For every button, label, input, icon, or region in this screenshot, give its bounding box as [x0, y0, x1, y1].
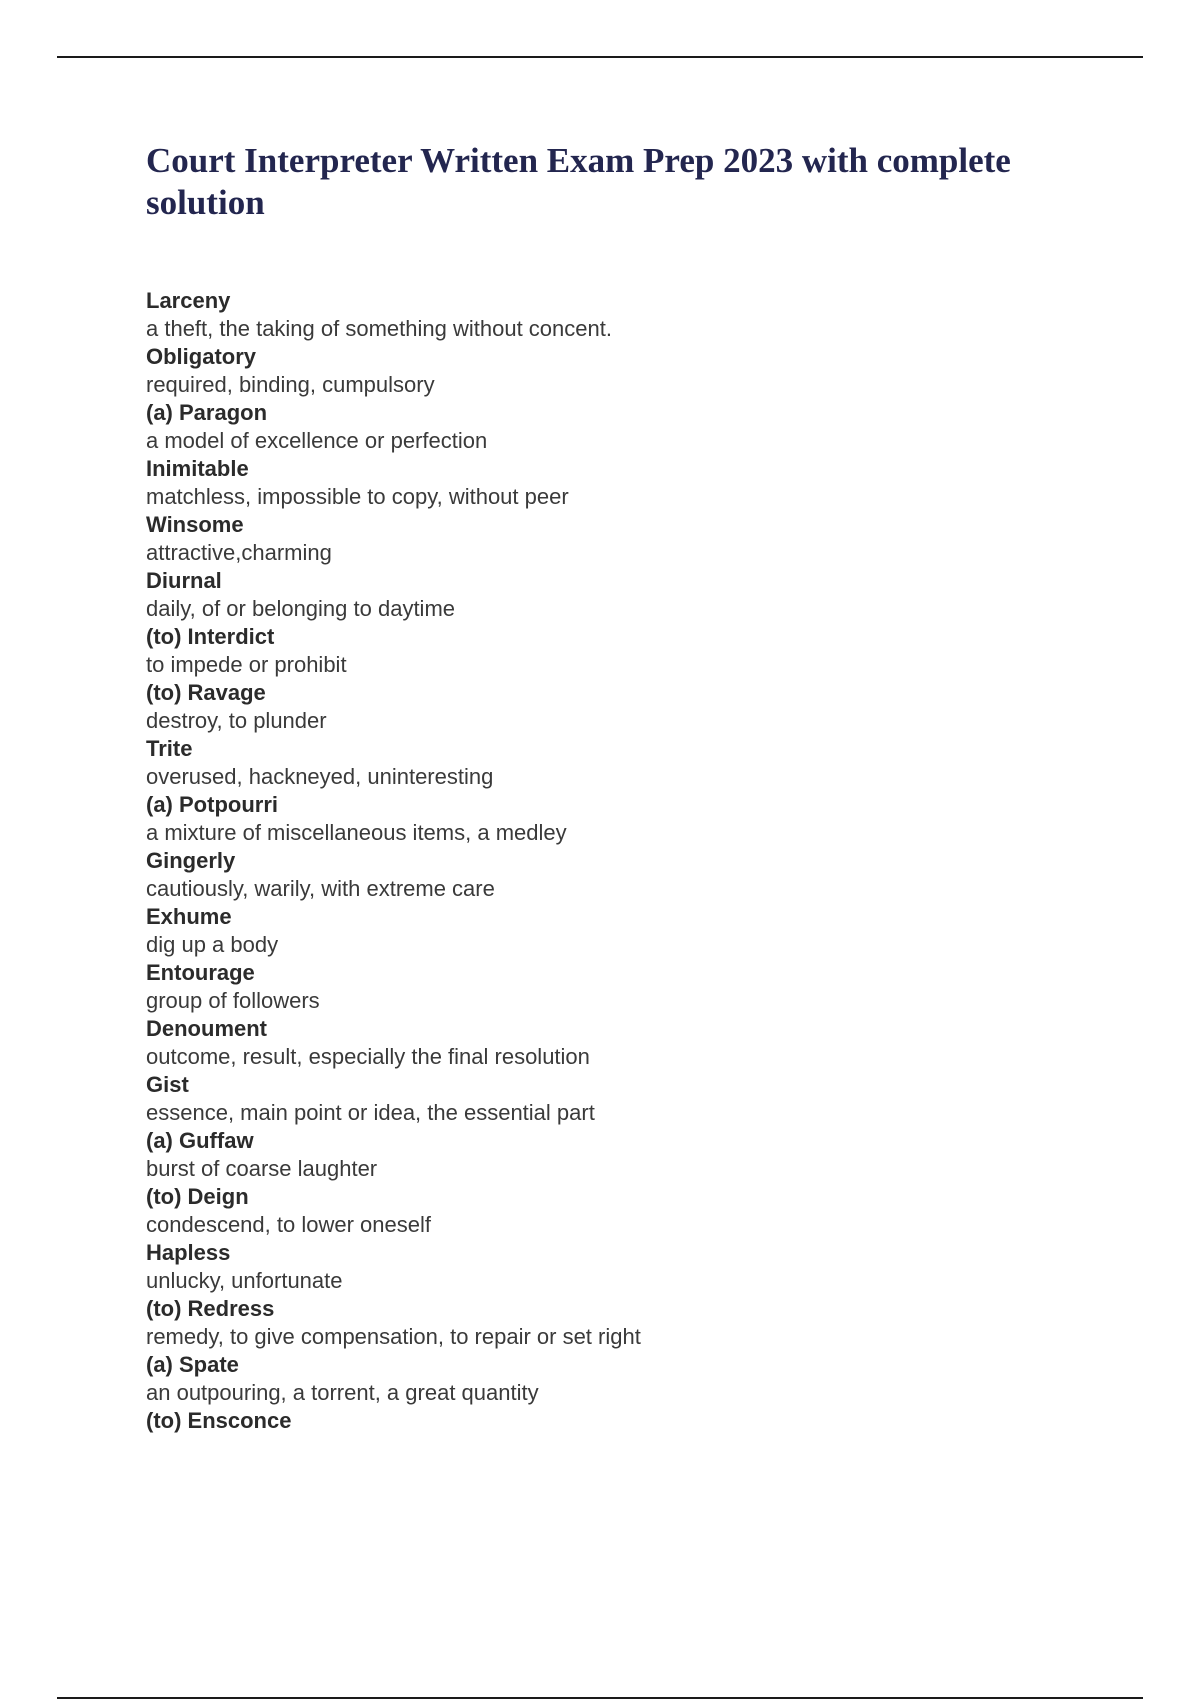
glossary-entry [146, 791, 1096, 847]
glossary-entry [146, 399, 1096, 455]
glossary-term: (a) Guffaw [146, 1128, 254, 1153]
glossary-definition: outcome, result, especially the final resolution [146, 1044, 590, 1069]
glossary-entry [146, 287, 1096, 343]
glossary-definition: to impede or prohibit [146, 652, 347, 677]
glossary-definition: unlucky, unfortunate [146, 1268, 343, 1293]
glossary-entry [146, 679, 1096, 735]
glossary-term: Denoument [146, 1016, 267, 1041]
glossary-entry [146, 1015, 1096, 1071]
glossary-definition: a mixture of miscellaneous items, a medley [146, 820, 567, 845]
glossary-term: Trite [146, 736, 193, 761]
glossary-term: Diurnal [146, 568, 222, 593]
glossary-term: Hapless [146, 1240, 231, 1265]
glossary-definition: an outpouring, a torrent, a great quantity [146, 1380, 539, 1405]
glossary-entry [146, 847, 1096, 903]
glossary-definition: a theft, the taking of something without concent. [146, 316, 612, 341]
glossary-definition: remedy, to give compensation, to repair or set right [146, 1324, 641, 1349]
glossary-entry [146, 1239, 1096, 1295]
glossary-definition: group of followers [146, 988, 320, 1013]
top-rule [57, 56, 1143, 58]
document-title: Court Interpreter Written Exam Prep 2023 with complete solution [146, 141, 1011, 222]
glossary-definition: required, binding, cumpulsory [146, 372, 435, 397]
glossary-definition: destroy, to plunder [146, 708, 327, 733]
glossary-list [146, 287, 1096, 1435]
glossary-definition: attractive,charming [146, 540, 332, 565]
glossary-term: Entourage [146, 960, 255, 985]
glossary-definition: condescend, to lower oneself [146, 1212, 431, 1237]
glossary-term: (to) Ravage [146, 680, 266, 705]
glossary-entry [146, 623, 1096, 679]
glossary-definition: a model of excellence or perfection [146, 428, 488, 453]
glossary-definition: overused, hackneyed, uninteresting [146, 764, 494, 789]
bottom-rule [57, 1697, 1143, 1699]
glossary-entry [146, 567, 1096, 623]
glossary-term: Obligatory [146, 344, 257, 369]
glossary-term: (to) Interdict [146, 624, 275, 649]
glossary-term: (a) Spate [146, 1352, 239, 1377]
glossary-definition: burst of coarse laughter [146, 1156, 378, 1181]
glossary-definition: daily, of or belonging to daytime [146, 596, 455, 621]
glossary-term: Inimitable [146, 456, 249, 481]
glossary-term: (to) Ensconce [146, 1408, 292, 1433]
glossary-term: Gingerly [146, 848, 236, 873]
glossary-definition: essence, main point or idea, the essential part [146, 1100, 595, 1125]
glossary-entry [146, 1127, 1096, 1183]
glossary-entry [146, 1071, 1096, 1127]
glossary-entry [146, 735, 1096, 791]
glossary-term: Gist [146, 1072, 189, 1097]
glossary-entry [146, 511, 1096, 567]
glossary-entry [146, 903, 1096, 959]
glossary-entry [146, 1183, 1096, 1239]
glossary-term: (to) Redress [146, 1296, 275, 1321]
glossary-entry [146, 455, 1096, 511]
glossary-entry [146, 1407, 1096, 1435]
glossary-term: (a) Paragon [146, 400, 268, 425]
glossary-term: Larceny [146, 288, 231, 313]
glossary-entry [146, 959, 1096, 1015]
glossary-definition: dig up a body [146, 932, 279, 957]
glossary-entry [146, 1351, 1096, 1407]
glossary-term: (a) Potpourri [146, 792, 278, 817]
glossary-definition: cautiously, warily, with extreme care [146, 876, 495, 901]
glossary-term: Exhume [146, 904, 232, 929]
glossary-term: Winsome [146, 512, 244, 537]
glossary-entry [146, 1295, 1096, 1351]
glossary-entry [146, 343, 1096, 399]
glossary-definition: matchless, impossible to copy, without peer [146, 484, 569, 509]
glossary-term: (to) Deign [146, 1184, 249, 1209]
